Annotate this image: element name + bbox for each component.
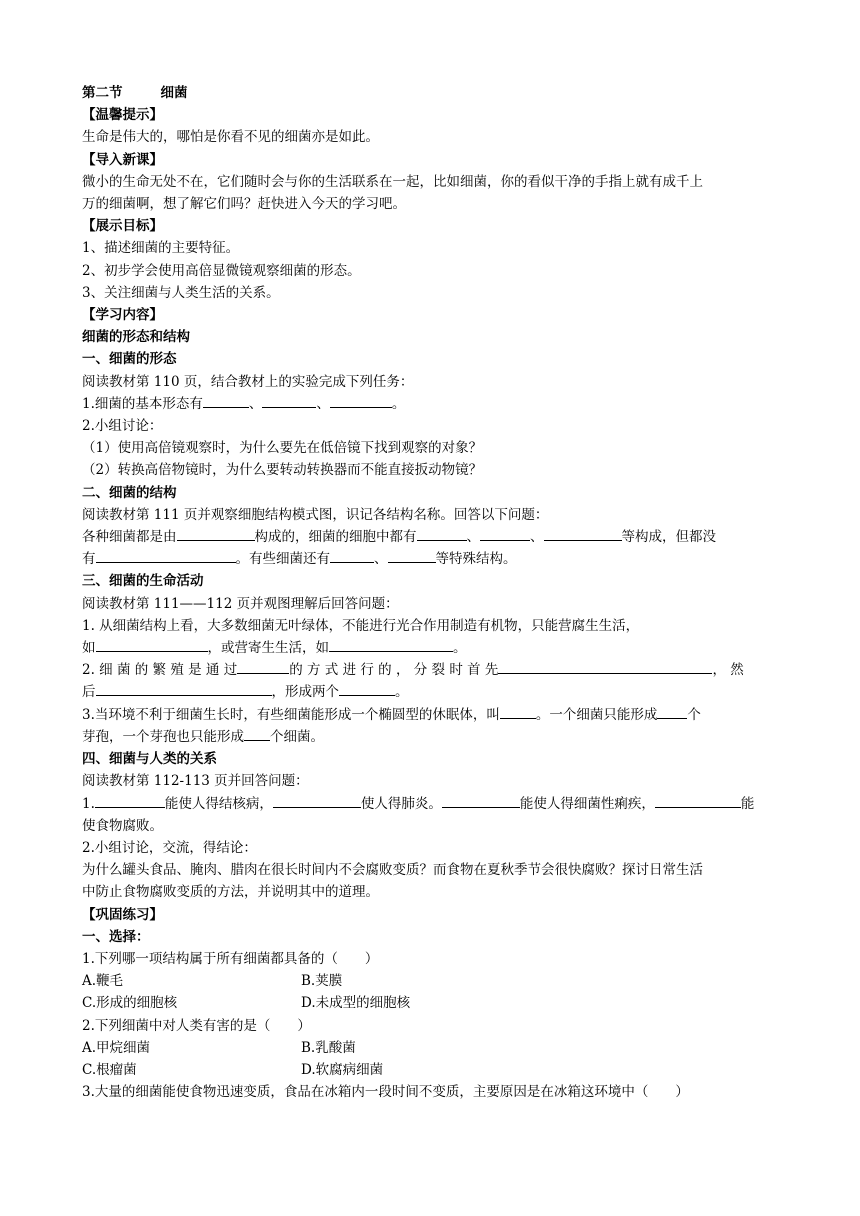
blank[interactable] (500, 704, 536, 719)
blank[interactable] (95, 793, 165, 808)
practice-q1-options-row (82, 992, 778, 1014)
blank[interactable] (96, 637, 208, 652)
section3-q3-cont: 芽孢，一个芽孢也只能形成 个细菌。 (82, 726, 778, 748)
section3-q2-cont: 后 ，形成两个 。 (82, 681, 778, 703)
section1-read: 阅读教材第 110 页，结合教材上的实验完成下列任务： (82, 373, 414, 390)
blank[interactable] (498, 659, 712, 674)
option-d[interactable]: D.未成型的细胞核 (301, 995, 411, 1012)
blank[interactable] (339, 681, 395, 696)
blank[interactable] (203, 393, 249, 408)
section2-line: 各种细菌都是由 构成的，细菌的细胞中都有 、 、 等构成，但都没 (82, 526, 778, 548)
section2-read: 阅读教材第 111 页并观察细胞结构模式图，识记各结构名称。回答以下问题： (82, 506, 549, 523)
section4-read: 阅读教材第 112-113 页并回答问题： (82, 773, 309, 790)
option-c[interactable]: C.根瘤菌 (82, 1061, 137, 1078)
blank[interactable] (177, 526, 255, 541)
blank[interactable] (330, 548, 374, 563)
section1-q2a: （1）使用高倍镜观察时，为什么要先在低倍镜下找到观察的对象？ (82, 440, 483, 457)
section4-q2: 2.小组讨论，交流，得结论： (82, 839, 257, 856)
blank[interactable] (273, 793, 361, 808)
content-heading: 【学习内容】 (82, 307, 163, 324)
goal-item: 3、关注细菌与人类生活的关系。 (82, 284, 280, 301)
goals-heading: 【展示目标】 (82, 218, 163, 235)
practice-q2-options-row (82, 1037, 778, 1059)
page-title (82, 82, 778, 104)
section3-q3: 3.当环境不利于细菌生长时，有些细菌能形成一个椭圆型的休眠体，叫 。一个细菌只能形成 个 (82, 704, 778, 726)
section4-q2-text: 为什么罐头食品、腌肉、腊肉在很长时间内不会腐败变质？而食物在夏秋季节会很快腐败？探讨日常生活 (82, 862, 703, 879)
blank[interactable] (544, 526, 622, 541)
option-b[interactable]: B.乳酸菌 (301, 1039, 356, 1056)
intro-heading: 【导入新课】 (82, 151, 163, 168)
option-b[interactable]: B.荚膜 (301, 973, 343, 990)
section1-q2b: （2）转换高倍物镜时，为什么要转动转换器而不能直接扳动物镜？ (82, 462, 483, 479)
blank[interactable] (655, 793, 741, 808)
intro-line: 万的细菌啊，想了解它们吗？赶快进入今天的学习吧。 (82, 196, 406, 213)
option-c[interactable]: C.形成的细胞核 (82, 995, 178, 1012)
practice-q2-options-row (82, 1059, 778, 1081)
blank[interactable] (388, 548, 436, 563)
blank[interactable] (237, 659, 289, 674)
blank[interactable] (442, 793, 520, 808)
section3-heading: 三、细菌的生命活动 (82, 573, 204, 590)
section1-heading: 一、细菌的形态 (82, 351, 177, 368)
section1-q2: 2.小组讨论： (82, 418, 163, 435)
tip-text: 生命是伟大的，哪怕是你看不见的细菌亦是如此。 (82, 129, 379, 146)
section4-q1: 1. 能使人得结核病， 使人得肺炎。 能使人得细菌性痢疾， 能 (82, 793, 778, 815)
section3-q2: 2. 细 菌 的 繁 殖 是 通 过 的 方 式 进 行 的 ， 分 裂 时 首 先 ， 然 (82, 659, 778, 681)
section2-heading: 二、细菌的结构 (82, 484, 177, 501)
section4-q1-cont: 使食物腐败。 (82, 817, 163, 834)
section4-q2-text: 中防止食物腐败变质的方法，并说明其中的道理。 (82, 884, 379, 901)
blank[interactable] (96, 548, 236, 563)
section1-q1: 1.细菌的基本形态有 、 、 。 (82, 393, 778, 415)
section3-q1: 1. 从细菌结构上看，大多数细菌无叶绿体，不能进行光合作用制造有机物，只能营腐生生活， (82, 617, 640, 634)
blank[interactable] (329, 637, 453, 652)
worksheet-page (82, 82, 778, 1103)
intro-line: 微小的生命无处不在，它们随时会与你的生活联系在一起，比如细菌，你的看似干净的手指上就有成千上 (82, 173, 703, 190)
goal-item: 1、描述细菌的主要特征。 (82, 240, 240, 257)
blank[interactable] (417, 526, 467, 541)
section-number: 第二节 (82, 85, 123, 101)
section-name: 细菌 (160, 85, 188, 101)
tip-heading: 【温馨提示】 (82, 107, 163, 124)
option-a[interactable]: A.鞭毛 (82, 973, 124, 990)
goal-item: 2、初步学会使用高倍显微镜观察细菌的形态。 (82, 262, 361, 279)
section4-heading: 四、细菌与人类的关系 (82, 751, 217, 768)
blank[interactable] (96, 681, 272, 696)
blank[interactable] (657, 704, 687, 719)
practice-q1-options-row (82, 970, 778, 992)
section3-q1-blanks: 如 ，或营寄生生活，如 。 (82, 637, 778, 659)
option-d[interactable]: D.软腐病细菌 (301, 1061, 384, 1078)
content-subheading: 细菌的形态和结构 (82, 329, 190, 346)
blank[interactable] (480, 526, 530, 541)
practice-q2: 2.下列细菌中对人类有害的是（ ） (82, 1017, 311, 1034)
section2-line: 有 。有些细菌还有 、 等特殊结构。 (82, 548, 778, 570)
practice-heading: 【巩固练习】 (82, 906, 163, 923)
blank[interactable] (330, 393, 392, 408)
practice-subheading: 一、选择： (82, 928, 150, 945)
option-a[interactable]: A.甲烷细菌 (82, 1039, 151, 1056)
blank[interactable] (262, 393, 316, 408)
blank[interactable] (244, 726, 270, 741)
section3-read: 阅读教材第 111——112 页并观图理解后回答问题： (82, 595, 399, 612)
practice-q1: 1.下列哪一项结构属于所有细菌都具备的（ ） (82, 950, 379, 967)
practice-q3: 3.大量的细菌能使食物迅速变质，食品在冰箱内一段时间不变质，主要原因是在冰箱这环境中（ ） (82, 1084, 689, 1101)
